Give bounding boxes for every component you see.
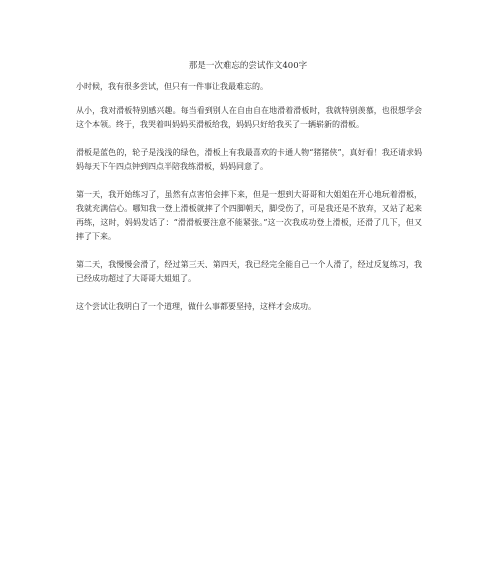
paragraph-2: 从小，我对滑板特别感兴趣。每当看到别人在自由自在地滑着滑板时，我就特别羡慕，也很想学会这个本领。终于，我哭着叫妈妈买滑板给我，妈妈只好给我买了一辆崭新的滑板。 — [76, 106, 422, 129]
paragraph-5: 第二天，我慢慢会滑了，经过第三天、第四天，我已经完全能自己一个人滑了，经过反复练习，我已经成功超过了大哥哥大姐姐了。 — [76, 260, 422, 283]
document-body — [76, 80, 422, 328]
paragraph-4: 第一天，我开始练习了，虽然有点害怕会摔下来，但是一想到大哥哥和大姐姐在开心地玩着滑板，我就充满信心。哪知我一登上滑板就摔了个四脚朝天，脚受伤了，可是我还是不放弃，又站了起来再练，这时，妈妈发话了：“滑滑板要注意不能紧张。”这一次我成功登上滑板，还滑了几下，但又摔了下来。 — [76, 190, 422, 241]
paragraph-3: 滑板是蓝色的，轮子是浅浅的绿色，滑板上有我最喜欢的卡通人物“猪猪侠”，真好看！我还请求妈妈每天下午四点钟到四点半陪我练滑板，妈妈同意了。 — [76, 148, 422, 171]
document-title: 那是一次难忘的尝试作文400字 — [188, 61, 308, 71]
paragraph-1: 小时候，我有很多尝试，但只有一件事让我最难忘的。 — [76, 82, 268, 91]
paragraph-6: 这个尝试让我明白了一个道理，做什么事都要坚持，这样才会成功。 — [76, 302, 316, 311]
